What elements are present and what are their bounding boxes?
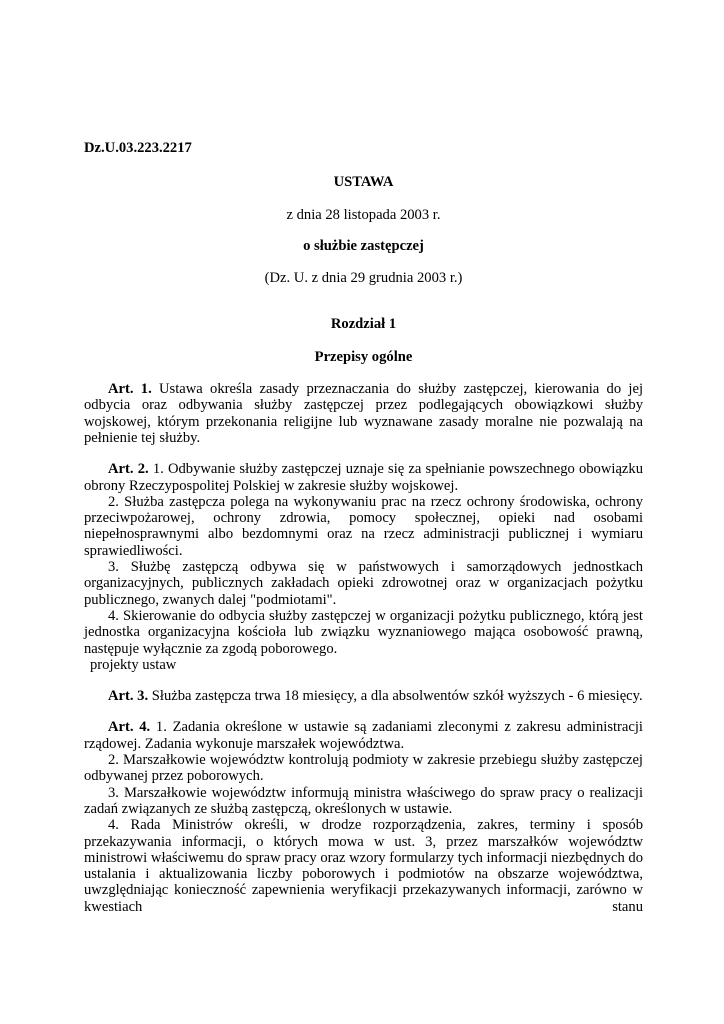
act-title: USTAWA bbox=[333, 174, 394, 191]
article-3-label: Art. 3. bbox=[108, 688, 149, 705]
act-subject: o służbie zastępczej bbox=[303, 237, 424, 254]
article-2-paragraph-3: 3. Służbę zastępczą odbywa się w państwowych i samorządowych jednostkach organizacyjnych, publicznych zakładach opieki zdrowotnej oraz w organizacjach pożytku publicznego, zwanych dalej "podmiotami". bbox=[84, 559, 643, 608]
article-1-text: Ustawa określa zasady przeznaczania do służby zastępczej, kierowania do jej odbycia oraz odbywania służby zastępczej przez podlegających obowiązkowi służby wojskowej, którym przekonania religijne lub wyznawane zasady moralne nie pozwalają na pełnienie tej służby. bbox=[84, 381, 644, 446]
article-1-label: Art. 1. bbox=[108, 381, 152, 398]
article-4 bbox=[84, 719, 643, 915]
chapter-number: Rozdział 1 bbox=[330, 316, 397, 333]
article-1 bbox=[84, 381, 643, 446]
act-date: z dnia 28 listopada 2003 r. bbox=[286, 206, 441, 223]
document-page bbox=[84, 140, 643, 930]
article-2-paragraph-1 bbox=[84, 461, 643, 494]
article-2-label: Art. 2. bbox=[108, 461, 149, 478]
article-4-paragraph-4: 4. Rada Ministrów określi, w drodze rozporządzenia, zakres, terminy i sposób przekazywania informacji, o których mowa w ust. 3, przez marszałków województw ministrowi właściwemu do spraw pracy oraz wzory formularzy tych informacji niezbędnych do ustalania i aktualizowania liczby poborowych i podmiotów na obszarze województwa, uwzględniając konieczność zapewnienia weryfikacji przekazywanych informacji, zarówno w kwestiach stanu bbox=[84, 817, 643, 915]
article-2-paragraph-4: 4. Skierowanie do odbycia służby zastępczej w organizacji pożytku publicznego, którą jest jednostka organizacyjna kościoła lub związku wyznaniowego mająca osobowość prawną, następuje wyłącznie za zgodą poborowego. bbox=[84, 607, 643, 657]
chapter-title: Przepisy ogólne bbox=[314, 348, 413, 365]
article-2-note: projekty ustaw bbox=[90, 656, 177, 673]
article-3-text: Służba zastępcza trwa 18 miesięcy, a dla absolwentów szkół wyższych - 6 miesięcy. bbox=[148, 688, 643, 705]
article-2 bbox=[84, 461, 643, 673]
article-2-text-1: 1. Odbywanie służby zastępczej uznaje się za spełnianie powszechnego obowiązku obrony Rzeczypospolitej Polskiej w zakresie służby wojskowej. bbox=[84, 461, 643, 494]
article-4-paragraph-1 bbox=[84, 719, 643, 752]
article-2-paragraph-2: 2. Służba zastępcza polega na wykonywaniu prac na rzecz ochrony środowiska, ochrony przeciwpożarowej, ochrony zdrowia, pomocy społecznej, opieki nad osobami niepełnosprawnymi albo bezdomnymi oraz na rzecz administracji publicznej i wymiaru sprawiedliwości. bbox=[84, 493, 643, 559]
article-3 bbox=[84, 688, 643, 704]
journal-reference: Dz.U.03.223.2217 bbox=[84, 140, 192, 156]
publication-note: (Dz. U. z dnia 29 grudnia 2003 r.) bbox=[264, 270, 463, 287]
article-4-text-1: 1. Zadania określone w ustawie są zadaniami zleconymi z zakresu administracji rządowej. Zadania wykonuje marszałek województwa. bbox=[84, 719, 643, 752]
article-1-paragraph bbox=[84, 381, 643, 446]
article-3-paragraph bbox=[84, 688, 643, 704]
article-4-paragraph-2: 2. Marszałkowie województw kontrolują podmioty w zakresie przebiegu służby zastępczej odbywanej przez poborowych. bbox=[84, 752, 643, 785]
article-4-paragraph-3: 3. Marszałkowie województw informują ministra właściwego do spraw pracy o realizacji zadań związanych ze służbą zastępczą, określonych w ustawie. bbox=[84, 784, 643, 817]
article-4-label: Art. 4. bbox=[108, 719, 151, 736]
